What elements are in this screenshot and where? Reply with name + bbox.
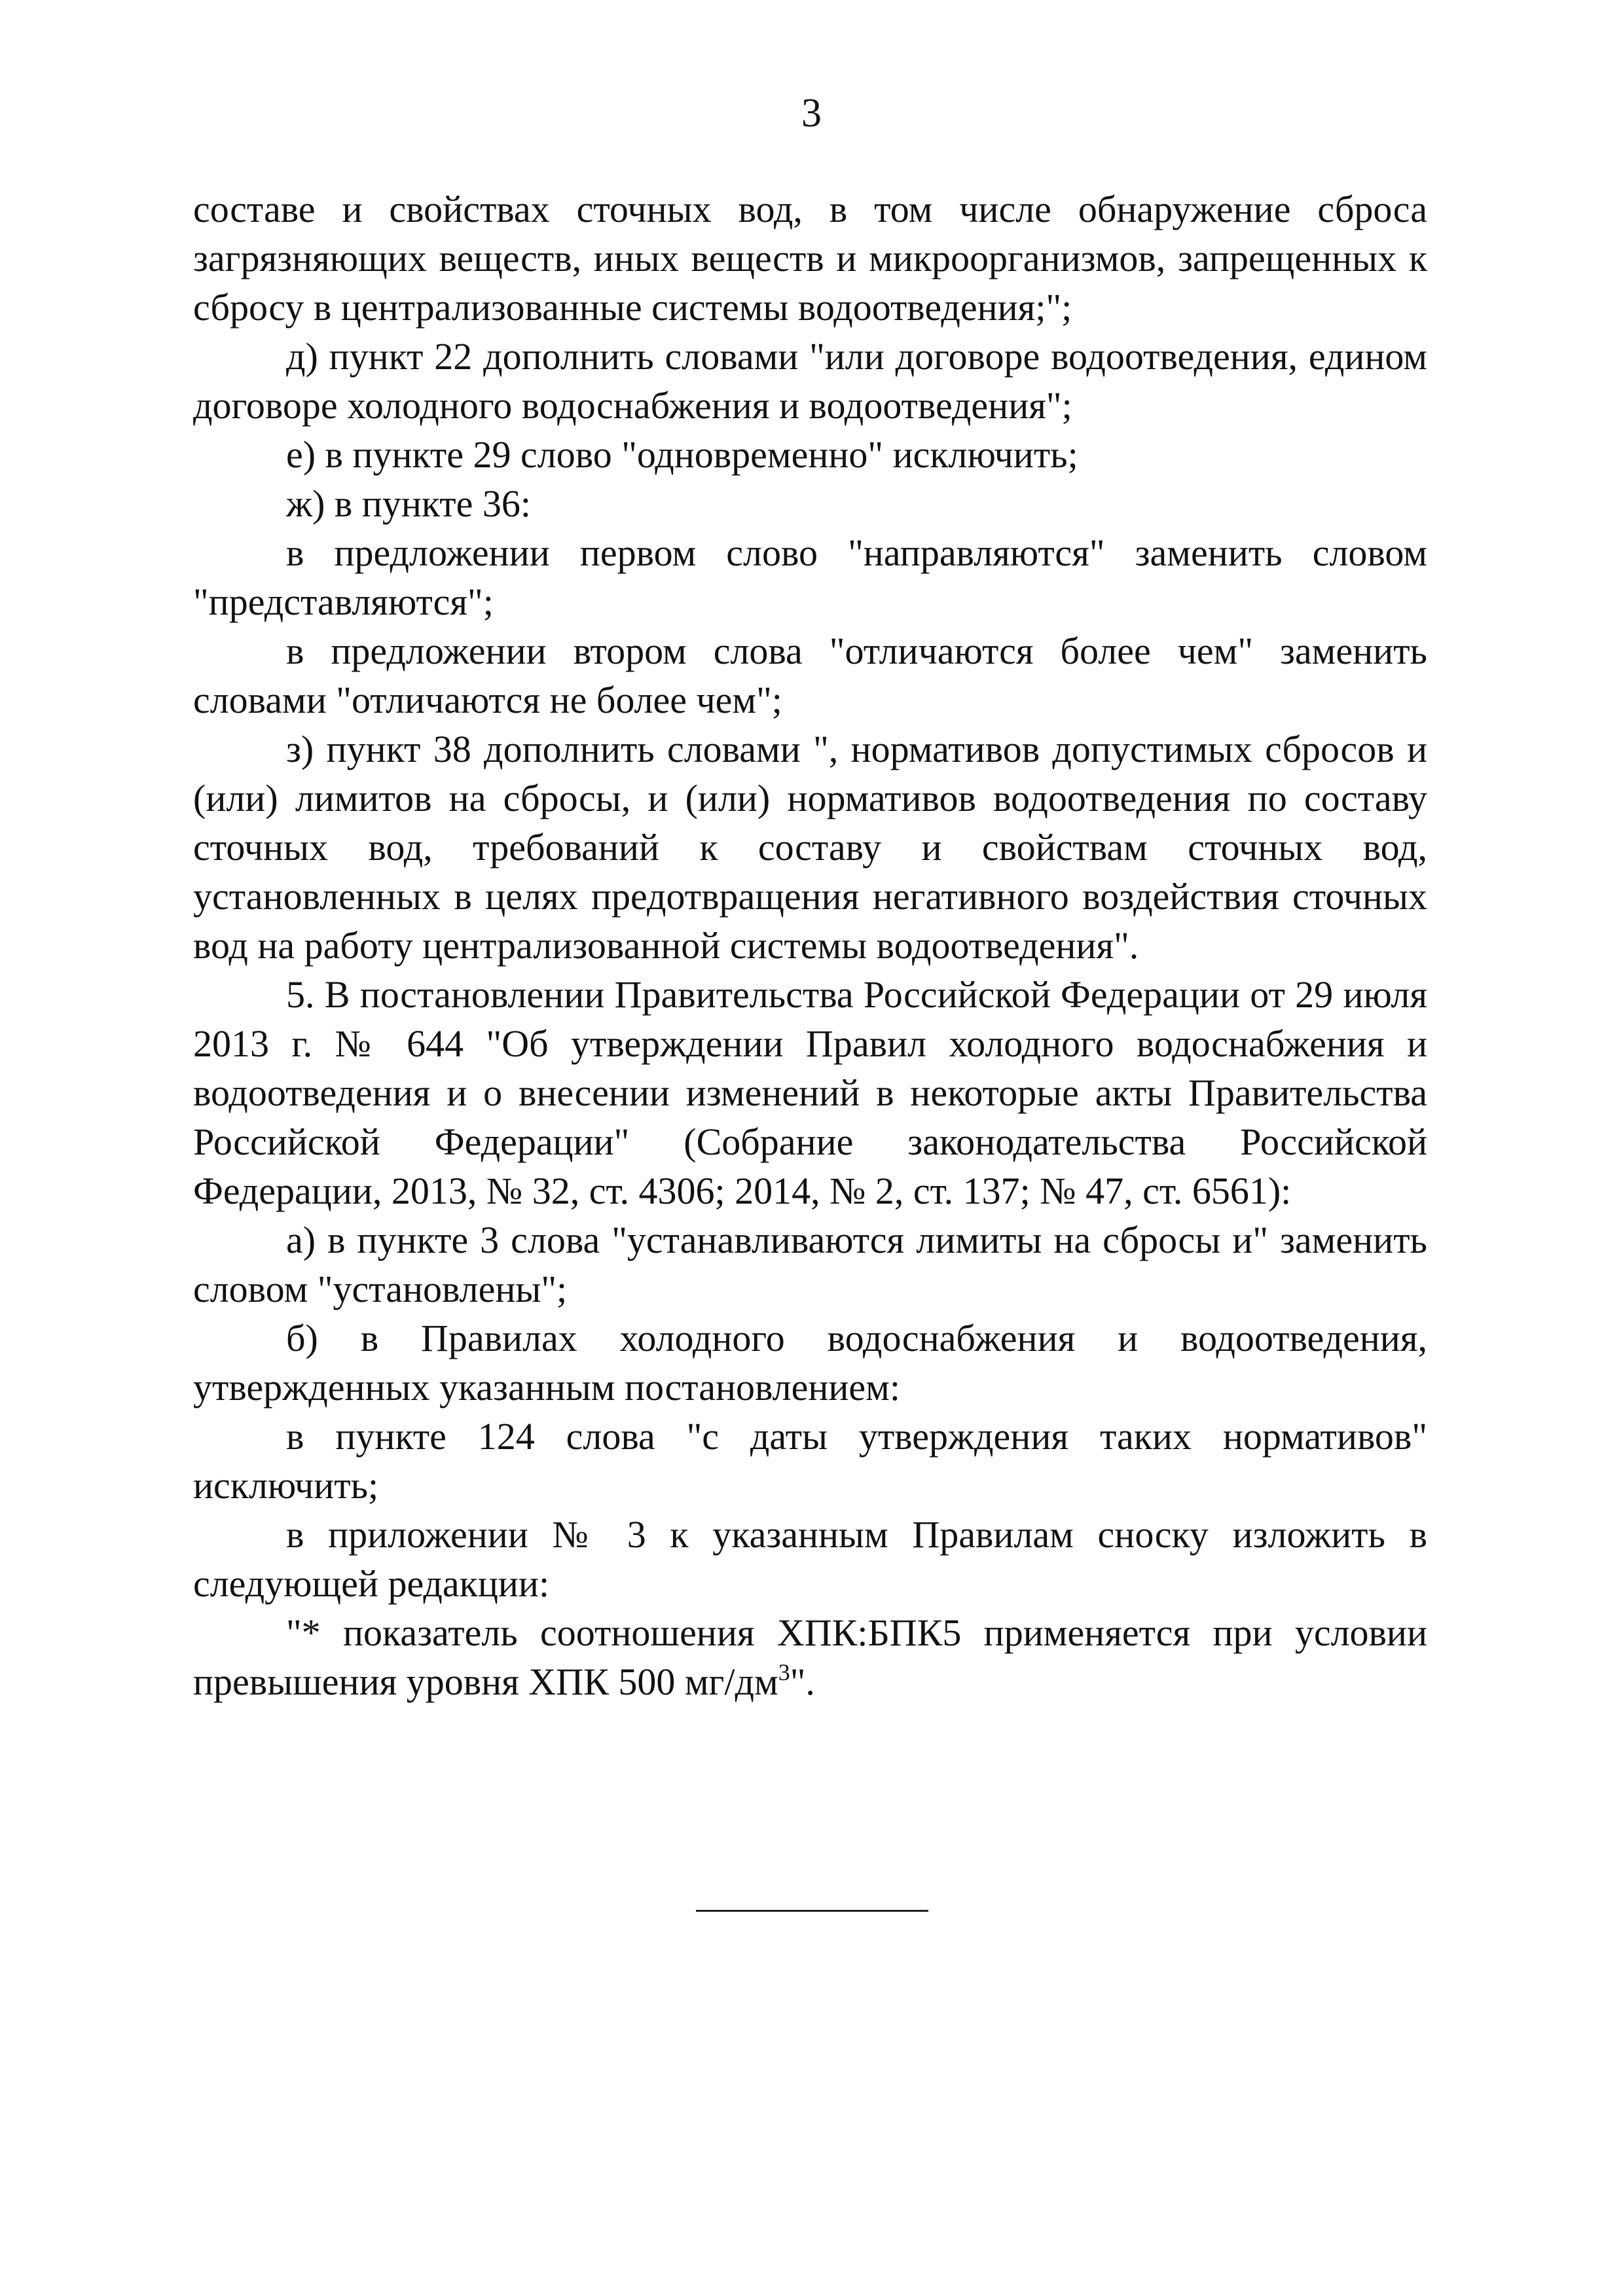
paragraph-point-124: в пункте 124 слова "с даты утверждения таких нормативов" исключить; — [193, 1415, 1427, 1507]
paragraph-item-d: д) пункт 22 дополнить словами "или договоре водоотведения, едином договоре холодного водоснабжения и водоотведения"; — [193, 335, 1427, 427]
paragraph-item-b: б) в Правилах холодного водоснабжения и водоотведения, утвержденных указанным постановлением: — [193, 1317, 1427, 1408]
paragraph-section-5: 5. В постановлении Правительства Российской Федерации от 29 июля 2013 г. № 644 "Об утверждении Правил холодного водоснабжения и водоотведения и о внесении изменений в некоторые акты Правительства Российской Федерации" (Собрание законодательства Российской Федерации, 2013, № 32, ст. 4306; 2014, № 2, ст. 137; № 47, ст. 6561): — [193, 973, 1427, 1212]
end-of-text-rule — [696, 1910, 928, 1912]
paragraph-item-z: з) пункт 38 дополнить словами ", нормативов допустимых сбросов и (или) лимитов на сбросы, и (или) нормативов водоотведения по составу сточных вод, требований к составу и свойствам сточных вод, установленных в целях предотвращения негативного воздействия сточных вод на работу централизованной системы водоотведения". — [193, 728, 1427, 967]
document-body — [193, 185, 1427, 1706]
paragraph-sentence-second: в предложении втором слова "отличаются более чем" заменить словами "отличаются не более чем"; — [193, 630, 1427, 721]
paragraph-item-a: а) в пункте 3 слова "устанавливаются лимиты на сбросы и" заменить словом "установлены"; — [193, 1219, 1427, 1310]
footnote-text-end: ". — [790, 1660, 815, 1703]
paragraph-sentence-first: в предложении первом слово "направляются" заменить словом "представляются"; — [193, 531, 1427, 623]
paragraph-item-e: е) в пункте 29 слово "одновременно" исключить; — [286, 433, 1078, 476]
page-number: 3 — [801, 91, 822, 135]
paragraph-appendix-3: в приложении № 3 к указанным Правилам сноску изложить в следующей редакции: — [193, 1513, 1427, 1605]
paragraph-footnote-text — [193, 1608, 1427, 1706]
paragraph-continuation: составе и свойствах сточных вод, в том числе обнаружение сброса загрязняющих веществ, иных веществ и микроорганизмов, запрещенных к сбросу в централизованные системы водоотведения;"; — [193, 188, 1427, 329]
paragraph-item-zh: ж) в пункте 36: — [286, 482, 531, 525]
superscript-cubed: 3 — [778, 1659, 790, 1685]
footnote-text-main: "* показатель соотношения ХПК:БПК5 применяется при условии превышения уровня ХПК 500 мг/дм — [193, 1611, 1427, 1703]
